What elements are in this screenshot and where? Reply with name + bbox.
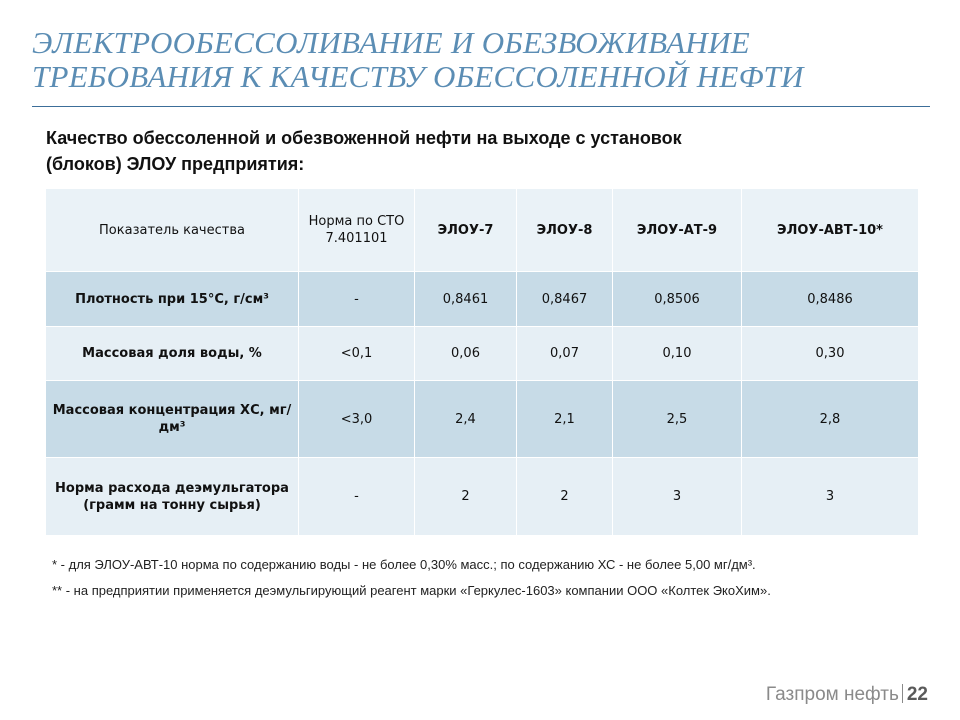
header-elou-8: ЭЛОУ-8 xyxy=(517,189,613,272)
cell-elou-at-9: 2,5 xyxy=(613,381,742,458)
table-row xyxy=(46,458,919,536)
cell-elou-at-9: 0,10 xyxy=(613,327,742,381)
table-row xyxy=(46,381,919,458)
cell-elou-8: 0,07 xyxy=(517,327,613,381)
cell-elou-avt-10: 0,8486 xyxy=(742,272,919,327)
header-elou-avt-10: ЭЛОУ-АВТ-10* xyxy=(742,189,919,272)
cell-elou-avt-10: 2,8 xyxy=(742,381,919,458)
title-divider xyxy=(32,106,930,107)
table-row xyxy=(46,272,919,327)
table-header-row xyxy=(46,189,919,272)
cell-indicator: Норма расхода деэмульгатора (грамм на тонну сырья) xyxy=(46,458,299,536)
header-norm: Норма по СТО 7.401101 xyxy=(299,189,415,272)
footer-separator xyxy=(902,684,903,703)
cell-norm: - xyxy=(299,458,415,536)
header-elou-7: ЭЛОУ-7 xyxy=(415,189,517,272)
caption-line-1: Качество обессоленной и обезвоженной нефти на выходе с установок xyxy=(46,128,682,148)
cell-indicator: Массовая концентрация ХС, мг/дм³ xyxy=(46,381,299,458)
cell-elou-at-9: 0,8506 xyxy=(613,272,742,327)
footnote-2: ** - на предприятии применяется деэмульгирующий реагент марки «Геркулес-1603» компании ООО «Колтек ЭкоХим». xyxy=(52,583,771,598)
cell-elou-8: 2 xyxy=(517,458,613,536)
cell-norm: - xyxy=(299,272,415,327)
header-indicator: Показатель качества xyxy=(46,189,299,272)
title-line-2: ТРЕБОВАНИЯ К КАЧЕСТВУ ОБЕССОЛЕННОЙ НЕФТИ xyxy=(32,59,804,94)
slide-title xyxy=(32,26,932,94)
cell-elou-7: 2,4 xyxy=(415,381,517,458)
header-elou-at-9: ЭЛОУ-АТ-9 xyxy=(613,189,742,272)
cell-elou-8: 0,8467 xyxy=(517,272,613,327)
footnote-1: * - для ЭЛОУ-АВТ-10 норма по содержанию воды - не более 0,30% масс.; по содержанию ХС - не более 5,00 мг/дм³. xyxy=(52,557,756,572)
cell-elou-8: 2,1 xyxy=(517,381,613,458)
caption-line-2: (блоков) ЭЛОУ предприятия: xyxy=(46,154,305,174)
cell-elou-7: 2 xyxy=(415,458,517,536)
table-caption xyxy=(46,125,846,177)
footnotes xyxy=(52,556,882,608)
cell-elou-avt-10: 0,30 xyxy=(742,327,919,381)
cell-norm: <0,1 xyxy=(299,327,415,381)
quality-table xyxy=(45,188,919,536)
cell-indicator: Массовая доля воды, % xyxy=(46,327,299,381)
cell-elou-7: 0,8461 xyxy=(415,272,517,327)
title-line-1: ЭЛЕКТРООБЕССОЛИВАНИЕ И ОБЕЗВОЖИВАНИЕ xyxy=(32,25,751,60)
slide-footer xyxy=(766,684,928,706)
cell-elou-7: 0,06 xyxy=(415,327,517,381)
cell-norm: <3,0 xyxy=(299,381,415,458)
cell-elou-avt-10: 3 xyxy=(742,458,919,536)
company-name: Газпром нефть xyxy=(765,684,899,705)
cell-indicator: Плотность при 15°С, г/см³ xyxy=(46,272,299,327)
table-row xyxy=(46,327,919,381)
page-number: 22 xyxy=(906,684,928,705)
cell-elou-at-9: 3 xyxy=(613,458,742,536)
